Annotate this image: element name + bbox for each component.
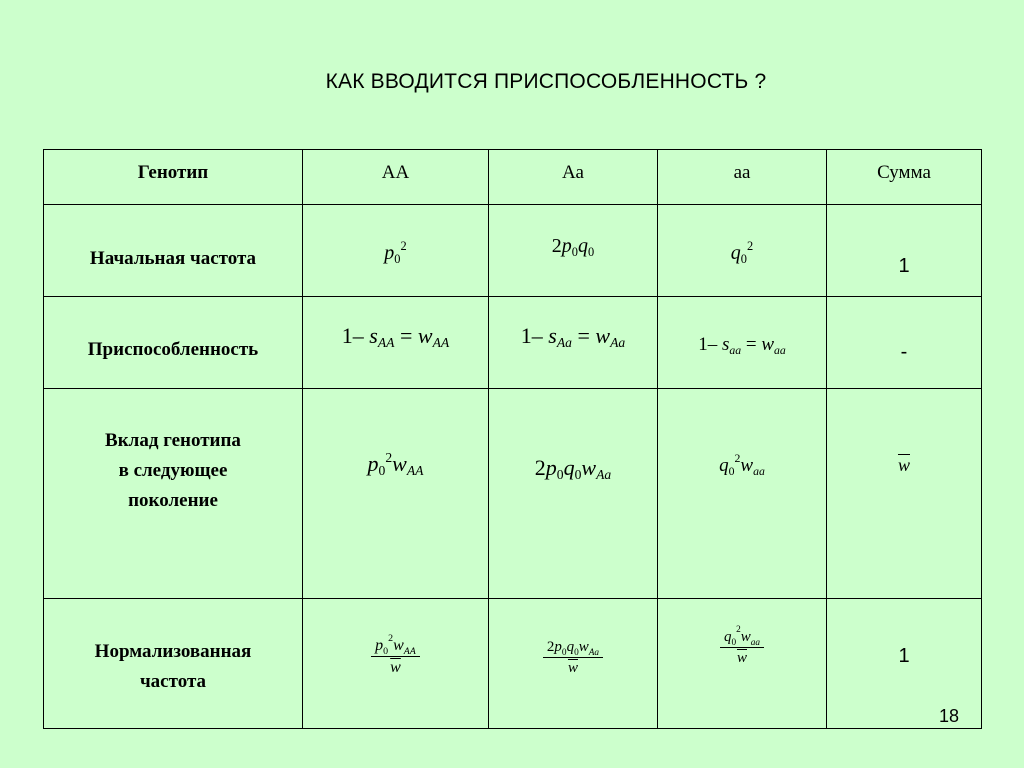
cell-contribution-AA: $p0^2wAA$ (303, 389, 489, 599)
cell-fitness-aa: 1– $s_{aa} = w_{aa}$ (658, 297, 827, 389)
row-normalized (44, 599, 982, 729)
cell-fitness-sum: - (827, 297, 982, 389)
cell-normalized-aa: $\frac{q_0^2w_{aa}}{w}$ (658, 599, 827, 729)
cell-normalized-Aa: $\frac{2p_0q_0w_{Aa}}{w}$ (489, 599, 658, 729)
cell-initial-AA: $p_0^2$ (303, 205, 489, 297)
cell-contribution-Aa: 2p0q0wAa (489, 389, 658, 599)
cell-fitness-Aa: 1– sAa = wAa (489, 297, 658, 389)
row-label-fitness: Приспособленность (44, 297, 303, 389)
slide-title: КАК ВВОДИТСЯ ПРИСПОСОБЛЕННОСТЬ ? (325, 70, 767, 93)
header-row (44, 150, 982, 205)
page-number: 18 (939, 706, 960, 726)
cell-normalized-AA: $\frac{p_0^2w_{AA}}{w}$ (303, 599, 489, 729)
cell-contribution-aa: $q_0^2w_{aa}$ (658, 389, 827, 599)
cell-fitness-AA: 1– sAA = wAA (303, 297, 489, 389)
header-AA: АА (303, 150, 489, 205)
header-genotype: Генотип (44, 150, 303, 205)
header-Aa: Аа (489, 150, 658, 205)
row-initial-frequency (44, 205, 982, 297)
cell-contribution-sum (827, 389, 982, 599)
header-aa: аа (658, 150, 827, 205)
cell-normalized-sum: 1 (827, 599, 982, 729)
row-contribution (44, 389, 982, 599)
cell-initial-aa: $q_0^2$ (658, 205, 827, 297)
row-fitness (44, 297, 982, 389)
row-label-contribution: Вклад генотипа в следующее поколение (44, 389, 303, 599)
row-label-normalized: Нормализованная частота (44, 599, 303, 729)
row-label-initial: Начальная частота (44, 205, 303, 297)
genotype-fitness-table (43, 149, 982, 729)
mean-fitness-symbol: $\overline{w}$ (897, 455, 910, 475)
cell-initial-sum: 1 (827, 205, 982, 297)
cell-initial-Aa: $2p_0q_0$ (489, 205, 658, 297)
header-sum: Сумма (827, 150, 982, 205)
